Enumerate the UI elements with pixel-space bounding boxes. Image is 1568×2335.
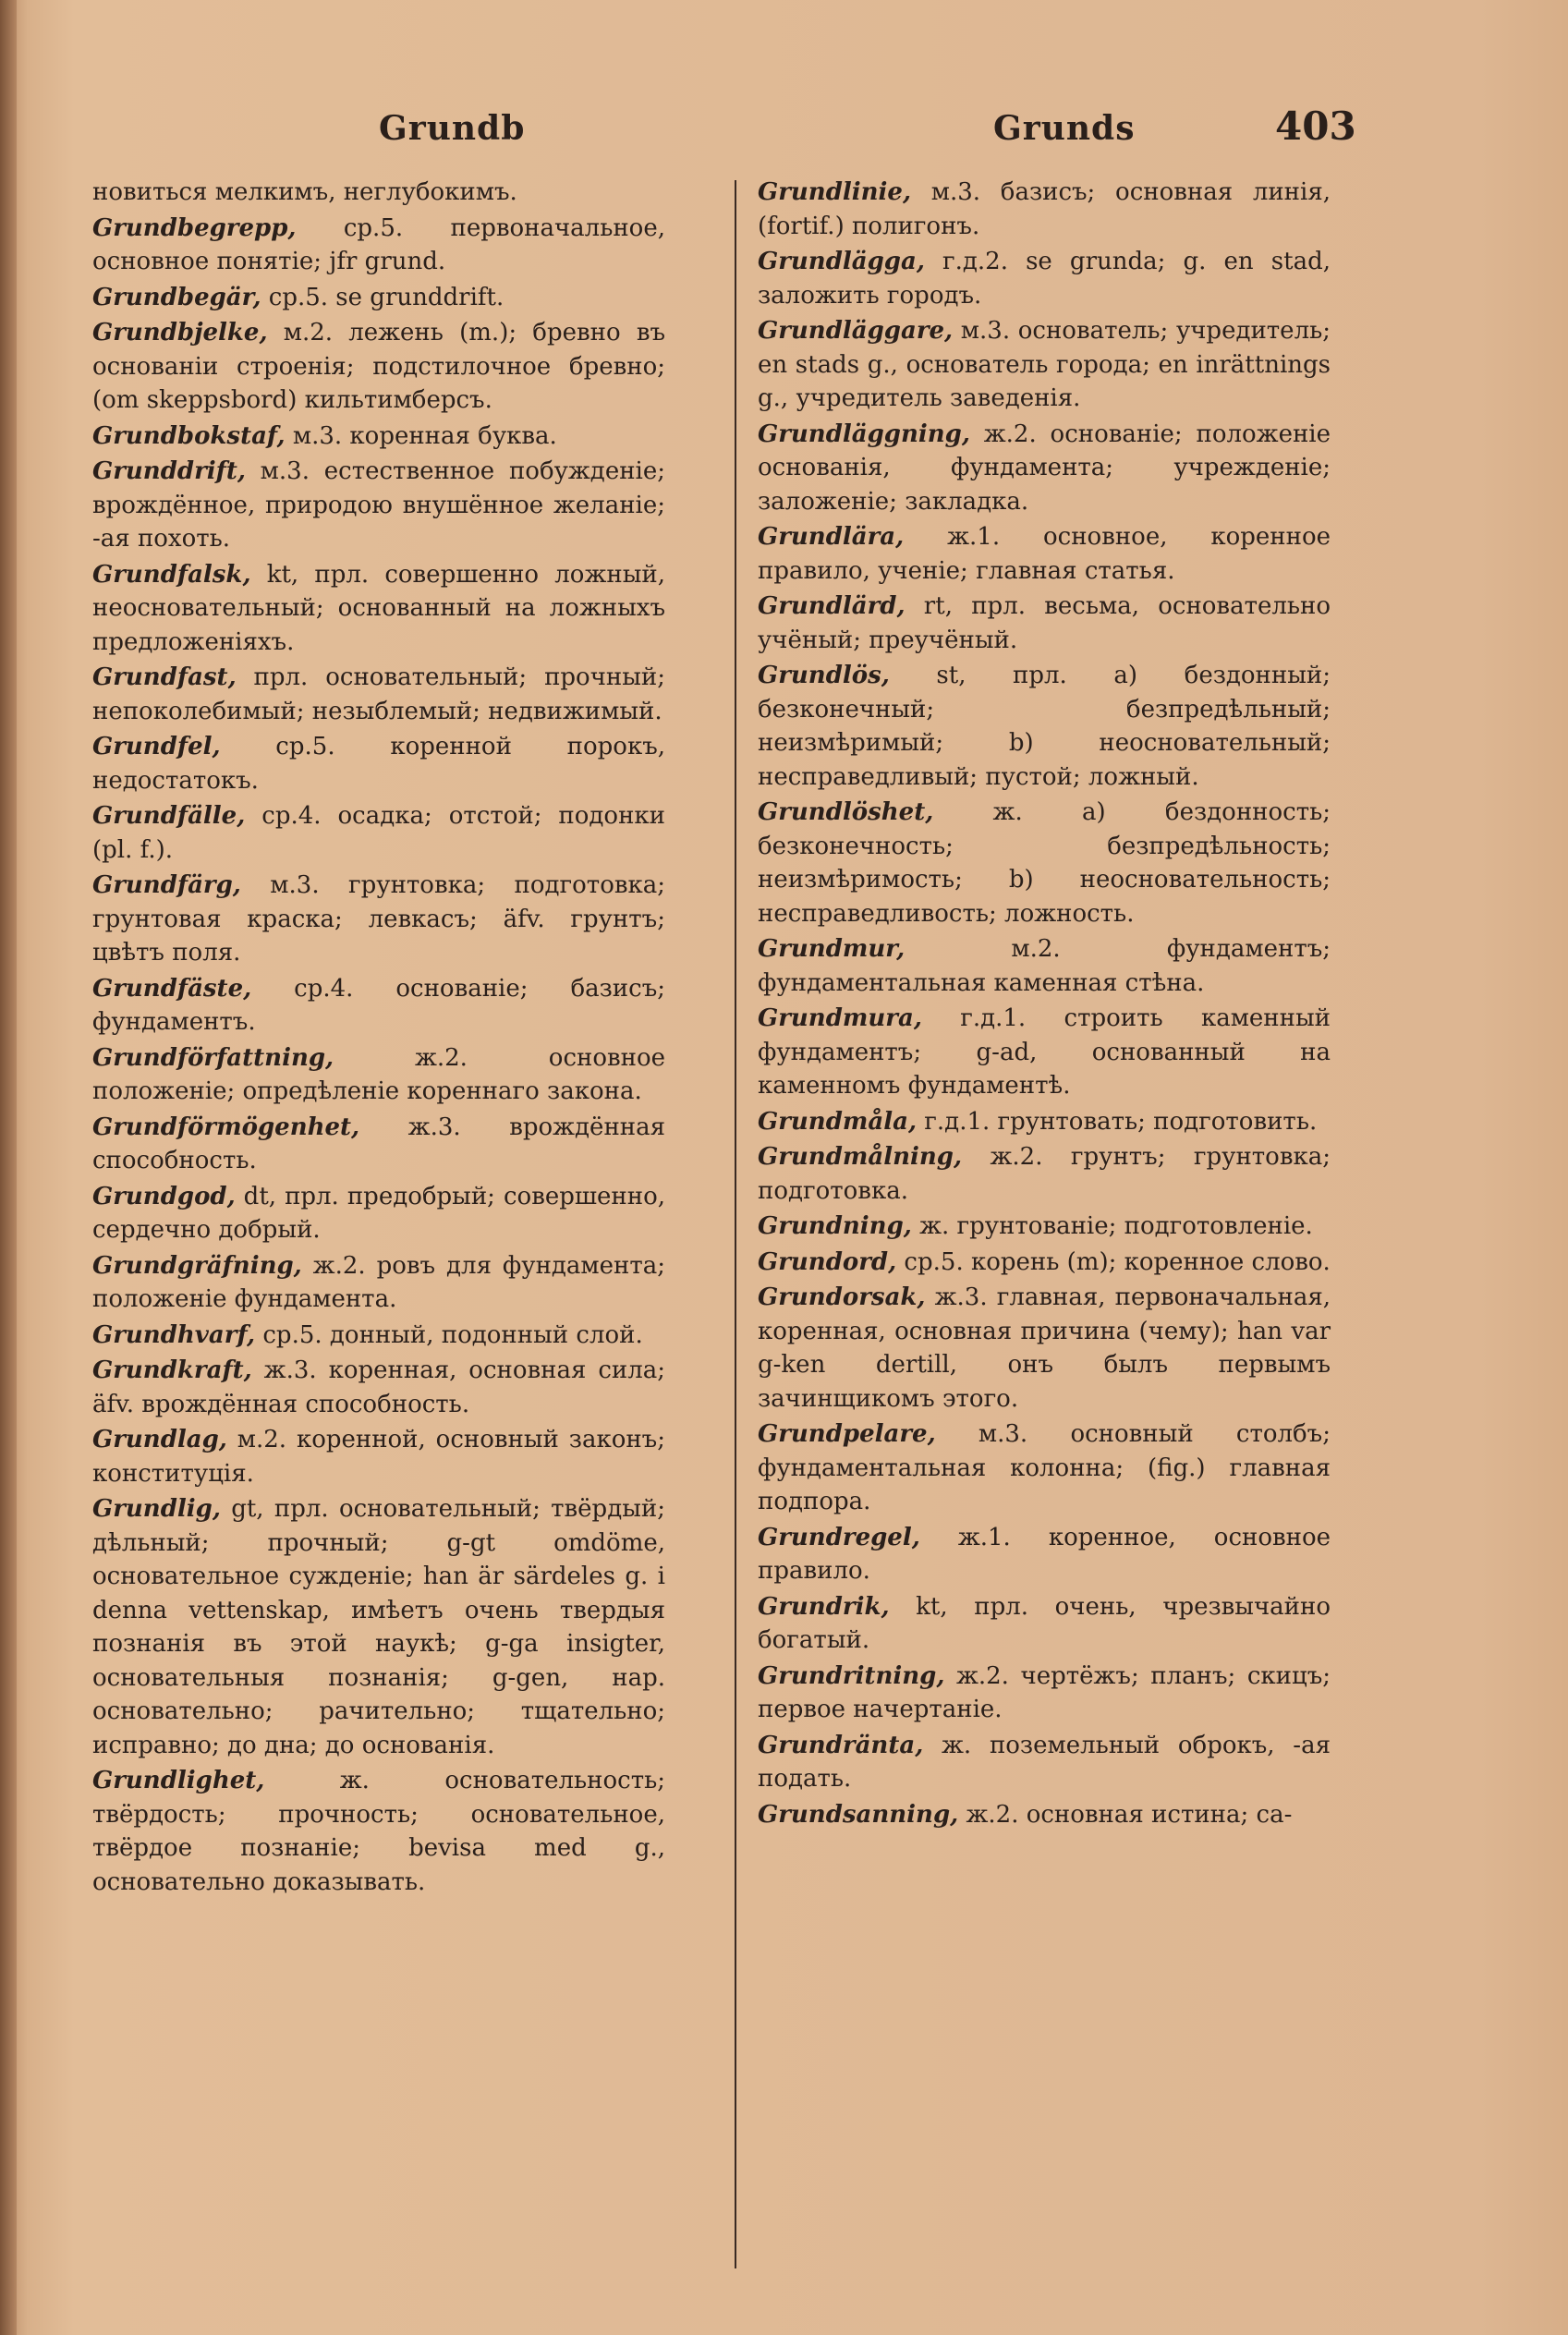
dictionary-entry [92,1423,665,1490]
entry-definition: ж. грунтованіе; подготовленіе. [911,1212,1313,1240]
page-header [0,103,1568,155]
dictionary-entry [758,1417,1331,1519]
entry-headword: Grundmåla, [758,1107,918,1136]
entry-headword: Grundgod, [92,1182,236,1210]
dictionary-entry [92,281,665,315]
entry-definition: м.3. естественное побужденіе; врождённое, природою внушённое желаніе; -ая похоть. [92,457,665,553]
dictionary-entry [758,590,1331,657]
dictionary-entry [758,418,1331,519]
dictionary-entry [758,1590,1331,1658]
entry-headword: Grundförfattning, [92,1043,334,1072]
dictionary-entry [758,1002,1331,1103]
entry-definition: г.д.1. строить каменный фундаментъ; g-ad, основанный на каменномъ фундаментѣ. [758,1004,1331,1100]
entry-definition: м.2. коренной, основный законъ; конституція. [92,1426,665,1488]
dictionary-entry [92,1041,665,1109]
entry-headword: Grunddrift, [92,457,246,485]
entry-definition: ж.2. грунтъ; грунтовка; подготовка. [758,1143,1331,1205]
dictionary-entry [758,314,1331,416]
dictionary-entry [92,1111,665,1178]
left-column [92,176,665,1901]
entry-headword: Grundlinie, [758,178,912,206]
dictionary-entry [758,659,1331,794]
entry-headword: Grundning, [758,1212,912,1240]
entry-headword: Grundgräfning, [92,1251,302,1280]
entry-definition: м.3. основный столбъ; фундаментальная колонна; (fig.) главная подпора. [758,1420,1331,1515]
entry-definition: м.2. лежень (m.); бревно въ основаніи строенія; подстилочное бревно; (om skeppsbord) кильтимберсъ. [92,319,665,414]
entry-headword: Grundorsak, [758,1283,926,1311]
entry-definition: ж. a) бездонность; безконечность; безпредѣльность; неизмѣримость; b) неосновательность; несправедливость; ложность. [758,798,1331,928]
dictionary-entry [92,212,665,279]
entry-headword: Grundfälle, [92,802,246,830]
entry-definition: ж.2. чертёжъ; планъ; скицъ; первое начертаніе. [758,1661,1331,1723]
entry-headword: Grundbjelke, [92,319,268,347]
entry-definition: ж. поземельный оброкъ, -ая подать. [758,1731,1331,1793]
entry-definition: ж.2. ровъ для фундамента; положеніе фундамента. [92,1251,665,1313]
entry-headword: Grundläggning, [758,420,970,448]
entry-headword: Grundlöshet, [758,798,934,826]
dictionary-entry [92,176,665,210]
book-spine-shadow [0,0,17,2335]
entry-headword: Grundkraft, [92,1356,252,1384]
entry-definition: ср.5. se grunddrift. [261,283,504,311]
dictionary-entry [758,1798,1331,1832]
entry-definition: ж. основательность; твёрдость; прочность; основательное, твёрдое познаніе; bevisa med g., основательно доказывать. [92,1767,665,1896]
entry-headword: Grundlighet, [92,1767,265,1794]
dictionary-entry [92,1319,665,1353]
entry-definition: kt, прл. совершенно ложный, неосновательный; основанный на ложныхъ предложеніяхъ. [92,560,665,656]
dictionary-entry [758,1140,1331,1208]
entry-definition: м.3. базисъ; основная линія, (fortif.) полигонъ. [758,178,1331,240]
entry-definition: ж.1. коренное, основное правило. [758,1523,1331,1585]
entry-definition: м.3. коренная буква. [285,421,557,450]
dictionary-entry [92,455,665,556]
entry-definition: ср.4. основаніе; базисъ; фундаментъ. [92,974,665,1036]
entry-headword: Grundpelare, [758,1420,936,1448]
entry-headword: Grundförmögenhet, [92,1113,360,1141]
dictionary-entry [758,1246,1331,1280]
dictionary-entry [758,1660,1331,1727]
entry-headword: Grundfalsk, [92,560,251,589]
entry-headword: Grundrik, [758,1592,890,1621]
entry-definition: м.3. основатель; учредитель; en stads g., основатель города; en inrättnings g., учредитель заведенія. [758,317,1331,412]
dictionary-entry [92,730,665,797]
entry-definition: г.д.2. se grunda; g. en stad, заложить городъ. [758,248,1331,310]
dictionary-entry [92,1354,665,1421]
entry-headword: Grundlös, [758,662,890,689]
dictionary-entry [758,176,1331,243]
dictionary-entry [92,316,665,418]
entry-headword: Grundlag, [92,1426,227,1453]
entry-definition: ср.5. коренной порокъ, недостатокъ. [92,733,665,795]
entry-headword: Grundhvarf, [92,1320,256,1349]
entry-definition: ср.4. осадка; отстой; подонки (pl. f.). [92,802,665,864]
entry-headword: Grundlig, [92,1495,221,1523]
entry-definition: м.2. фундаментъ; фундаментальная каменная стѣна. [758,935,1331,997]
entry-headword: Grundfast, [92,663,237,691]
entry-headword: Grundsanning, [758,1800,959,1829]
entry-definition: gt, прл. основательный; твёрдый; дѣльный; прочный; g-gt omdöme, основательное сужденіе; han är särdeles g. i denna vettenskap, имѣетъ очень твердыя познанія въ этой наукѣ; g-ga insigter, основательныя познанія; g-gen, нар. основательно; рачительно; тщательно; исправно; до дна; до основанія. [92,1495,665,1759]
dictionary-entry [758,245,1331,312]
entry-definition: ж.2. основаніе; положеніе основанія, фундамента; учрежденіе; заложеніе; закладка. [758,420,1331,516]
dictionary-entry [758,932,1331,1000]
entry-definition: ж.1. основное, коренное правило, ученіе; главная статья. [758,523,1331,585]
entry-definition: ж.2. основная истина; са- [958,1800,1293,1829]
entry-headword: Grundbegrepp, [92,213,297,242]
dictionary-entry [758,796,1331,930]
entry-definition: ср.5. донный, подонный слой. [255,1320,643,1349]
entry-headword: Grundfäste, [92,974,252,1003]
dictionary-entry [92,869,665,970]
dictionary-entry [92,1764,665,1899]
entry-definition: ж.3. врождённая способность. [92,1113,665,1174]
entry-headword: Grundlägga, [758,248,925,275]
entry-definition: ж.3. коренная, основная сила; äfv. врождённая способность. [92,1356,665,1418]
dictionary-entry [92,1180,665,1247]
right-column [758,176,1331,1833]
dictionary-entry [758,1105,1331,1139]
entry-headword: Grundfel, [92,733,221,760]
entry-definition: rt, прл. весьма, основательно учёный; преучёный. [758,592,1331,654]
entry-headword: Grundritning, [758,1661,945,1690]
entry-definition: ж.3. главная, первоначальная, коренная, основная причина (чему); han var g-ken dertill, онъ былъ первымъ зачинщикомъ этого. [758,1283,1331,1413]
entry-definition: г.д.1. грунтовать; подготовить. [917,1107,1318,1136]
entry-headword: Grundbokstaf, [92,421,286,450]
dictionary-entry [92,558,665,660]
entry-definition: ср.5. корень (m); коренное слово. [896,1247,1331,1276]
entry-headword: Grundränta, [758,1731,924,1759]
dictionary-entry [758,1210,1331,1244]
dictionary-entry [758,520,1331,588]
dictionary-entry [92,661,665,728]
entry-headword: Grundfärg, [92,871,241,899]
running-head-left: Grundb [379,109,526,148]
dictionary-entry [92,1492,665,1762]
entry-definition: м.3. грунтовка; подготовка; грунтовая краска; левкасъ; äfv. грунтъ; цвѣтъ поля. [92,871,665,967]
entry-headword: Grundmura, [758,1004,922,1032]
dictionary-entry [758,1729,1331,1796]
entry-headword: Grundregel, [758,1523,920,1551]
entry-definition: kt, прл. очень, чрезвычайно богатый. [758,1592,1331,1654]
dictionary-entry [758,1521,1331,1588]
entry-headword: Grundläggare, [758,317,954,345]
entry-definition: ср.5. первоначальное, основное понятіе; jfr grund. [92,213,665,275]
dictionary-entry [92,1249,665,1317]
dictionary-entry [92,972,665,1040]
entry-headword: Grundbegär, [92,283,261,311]
column-divider [735,180,736,2268]
entry-definition: новиться мелкимъ, неглубокимъ. [92,178,517,206]
dictionary-entry [92,799,665,867]
dictionary-entry [92,420,665,454]
entry-headword: Grundlärd, [758,592,906,620]
entry-definition: ж.2. основное положеніе; опредѣленіе кореннаго закона. [92,1043,665,1105]
entry-headword: Grundord, [758,1247,897,1276]
entry-headword: Grundmur, [758,935,906,963]
dictionary-entry [758,1281,1331,1416]
entry-definition: прл. основательный; прочный; непоколебимый; незыблемый; недвижимый. [92,663,665,725]
entry-definition: st, прл. a) бездонный; безконечный; безпредѣльный; неизмѣримый; b) неосновательный; несправедливый; пустой; ложный. [758,662,1331,791]
page-number: 403 [1275,103,1356,149]
entry-headword: Grundlära, [758,523,905,551]
running-head-right: Grunds [993,109,1136,148]
entry-headword: Grundmålning, [758,1143,963,1171]
entry-definition: dt, прл. предобрый; совершенно, сердечно добрый. [92,1182,665,1244]
